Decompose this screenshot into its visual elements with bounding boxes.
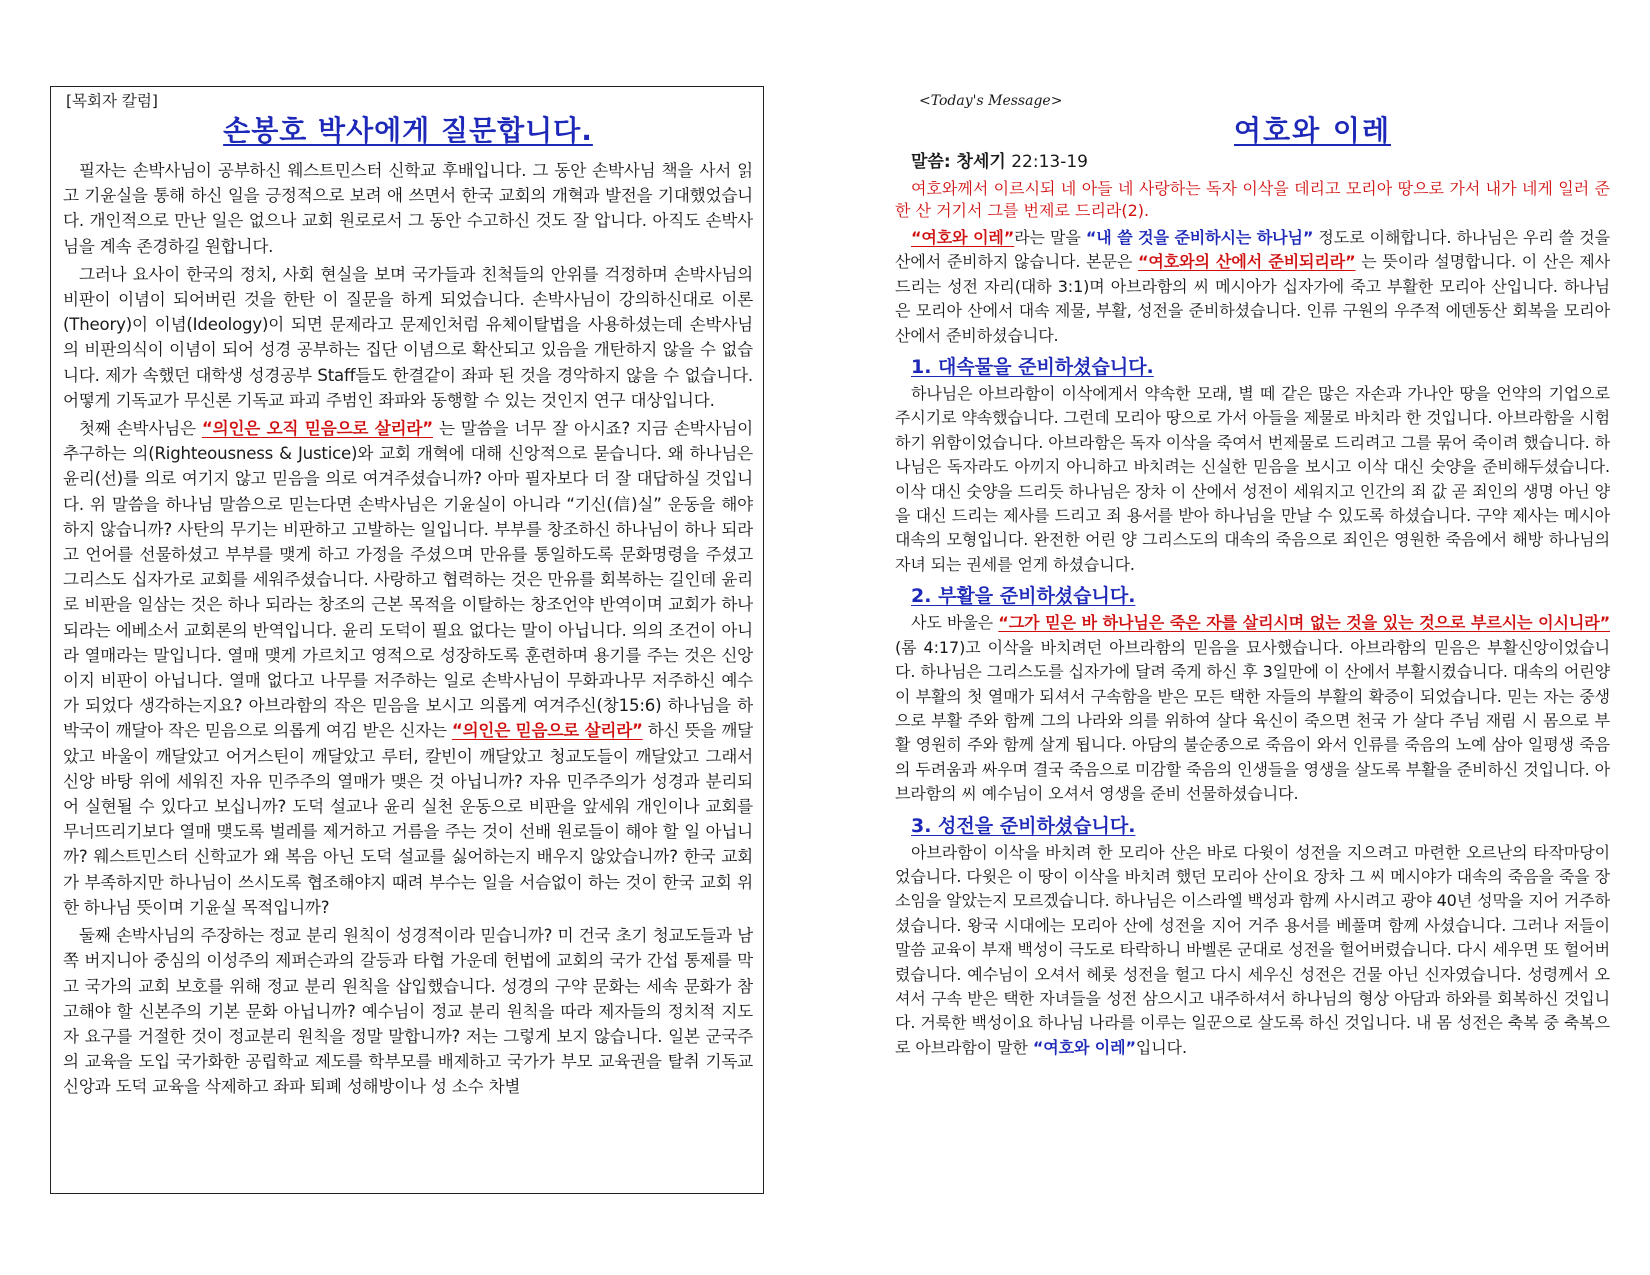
column-paragraph [63,416,753,920]
text-run: 첫째 손박사님은 [79,419,202,439]
text-run: 는 뜻이라 설명합니다. 이 산은 제사 드리는 성전 자리(대하 3:1)며 아브라함의 씨 메시아가 십자가에 죽고 부활한 모리아 산입니다. 하나님은 모리아 산에서 대속 제물, 부활, 성전을 준비하셨습니다. 인류 구원의 우주적 에덴동산 회복을 모리아 산에서 준비하셨습니다. [895,252,1611,345]
section-2-text [895,611,1610,806]
key-verse: 여호와께서 이르시되 네 아들 네 사랑하는 독자 이삭을 데리고 모리아 땅으로 가서 내가 네게 일러 준 한 산 거기서 그를 번제로 드리라(2). [895,179,1610,220]
scripture-reference: 22:13-19 [1011,152,1088,172]
emphasis-quote: “의인은 믿음으로 살리라” [451,721,643,741]
column-paragraph [63,923,753,1099]
section-heading-1 [911,354,1610,380]
column-body [63,158,753,1100]
emphasis-quote: “여호와의 산에서 준비되리라” [1137,252,1356,272]
sermon-body [895,226,1610,1060]
section-heading-2-text: 2. 부활을 준비하셨습니다. [911,585,1136,608]
section-heading-3 [911,813,1610,839]
text-run: 하신 뜻을 깨달았고 바울이 깨달았고 어거스틴이 깨달았고 루터, 칼빈이 깨달았고 청교도들이 깨달았고 그래서 신앙 바탕 위에 세워진 자유 민주주의 열매가 맺은 것 아닙니까? 자유 민주주의가 성경과 분리되어 실현될 수 있다고 보십니까? 도덕 설교나 윤리 실천 운동으로 비판을 앞세워 개인이나 교회를 무너뜨리기보다 열매 맺도록 벌레를 제거하고 거름을 주는 것이 선배 원로들이 해야 할 일 아닙니까? 웨스트민스터 신학교가 왜 복음 아닌 도덕 설교를 싫어하는지 배우지 않았습니까? 한국 교회가 부족하지만 하나님이 쓰시도록 협조해야지 때려 부수는 일을 서슴없이 하는 것이 한국 교회 위한 하나님 뜻이며 기윤실 목적입니까? [63,721,753,917]
section-heading-2 [911,583,1610,609]
emphasis-quote: “여호와 이레” [911,228,1015,247]
sermon-title: 여호와 이레 [1234,114,1391,147]
column-paragraph [63,262,753,413]
section-heading-1-text: 1. 대속물을 준비하셨습니다. [911,356,1154,379]
column-title: 손봉호 박사에게 질문합니다. [223,114,593,147]
column-tag: [목회자 칼럼] [66,92,158,110]
right-page [825,0,1650,1275]
todays-message-label: <Today's Message> [919,93,1063,109]
column-box [50,86,764,1194]
text-run: 는 말씀을 너무 잘 아시죠? 지금 손박사님이 추구하는 의(Righteousness & Justice)와 교회 개혁에 대해 신앙적으로 묻습니다. 왜 하나님은 윤리(선)를 의로 여기지 않고 믿음을 의로 여겨주셨습니까? 아마 필자보다 더 잘 대답하실 것입니다. 위 말씀을 하나님 말씀으로 믿는다면 손박사님은 기윤실이 아니라 “기신(信)실” 운동을 해야 하지 않습니까? 사탄의 무기는 비판하고 고발하는 일입니다. 부부를 창조하신 하나님이 하나 되라고 언어를 선물하셨고 부부를 맺게 하고 가정을 주셨으며 만유를 통일하도록 문화명령을 주셨고 그리스도 십자가로 교회를 세워주셨습니다. 사랑하고 협력하는 것은 만유를 회복하는 길인데 윤리로 비판을 일삼는 것은 하나 되라는 창조의 근본 목적을 이탈하는 창조언약 반역이며 교회가 하나 되라는 에베소서 교회론의 반역입니다. 윤리 도덕이 필요 없다는 말이 아닙니다. 의의 조건이 아니라 열매라는 말입니다. 열매 맺게 가르치고 영적으로 성장하도록 훈련하며 용기를 주는 것은 신앙이지 비판이 아닙니다. 열매 없다고 나무를 저주하는 일로 손박사님이 무화과나무 저주하신 예수가 되었다 생각하는지요? 아브라함의 작은 믿음을 보시고 의롭게 여겨주신(창15:6) 하나님을 하박국이 깨달아 작은 믿음으로 의롭게 여김 받은 신자는 [63,419,753,741]
scripture-line [911,150,1610,174]
text-run: 아브라함이 이삭을 바치려 한 모리아 산은 바로 다윗이 성전을 지으려고 마련한 오르난의 타작마당이었습니다. 다윗은 이 땅이 이삭을 바치려 했던 모리아 산이요 장차 그 씨 메시야가 대속의 죽음을 죽을 장소임을 알았는지 모르겠습니다. 하나님은 이스라엘 백성과 함께 사시려고 광야 40년 성막을 지어 거주하셨습니다. 왕국 시대에는 모리아 산에 성전을 지어 거주 용서를 베풀며 함께 사셨습니다. 그러나 저들이 말씀 교육이 부재 백성이 극도로 타락하니 바벨론 군대로 성전을 헐어버렸습니다. 다시 세우면 또 헐어버렸습니다. 예수님이 오셔서 헤롯 성전을 헐고 다시 세우신 성전은 건물 아닌 신자였습니다. 성령께서 오셔서 구속 받은 택한 자녀들을 성전 삼으시고 내주하셔서 하나님의 형상 아담과 하와를 회복하신 것입니다. 거룩한 백성이요 하나님 나라를 이루는 일꾼으로 살도록 하신 것입니다. 내 몸 성전은 축복 중 축복으로 아브라함이 말한 [895,842,1610,1057]
text-run: 입니다. [1135,1037,1187,1057]
sermon-intro [895,226,1610,348]
text-run: 라는 말을 [1014,228,1086,247]
section-1-text: 하나님은 아브라함이 이삭에게서 약속한 모래, 별 떼 같은 많은 자손과 가나안 땅을 언약의 기업으로 주시기로 약속했습니다. 그런데 모리아 땅으로 가서 아들을 제물로 바치라 한 것입니다. 아브라함을 시험하기 위함이었습니다. 아브라함은 독자 이삭을 죽여서 번제물로 드리려고 그를 묶어 죽이려 했습니다. 하나님은 독자라도 아끼지 아니하고 바치려는 신실한 믿음을 보시고 이삭 대신 숫양을 준비해두셨습니다. 이삭 대신 숫양을 드리듯 하나님은 장차 이 산에서 성전이 세워지고 인간의 죄 값 곧 죄인의 생명 아닌 양을 대신 드리는 제사를 드리고 죄 용서를 받아 하나님을 만날 수 있도록 하셨습니다. 구약 제사는 메시아 대속의 모형입니다. 완전한 어린 양 그리스도의 대속의 죽음으로 죄인은 영원한 죽음에서 해방 하나님의 자녀 되는 권세를 얻게 하셨습니다. [895,384,1610,574]
text-run: 필자는 손박사님이 공부하신 웨스트민스터 신학교 후배입니다. 그 동안 손박사님 책을 사서 읽고 기윤실을 통해 하신 일을 긍정적으로 보려 애 쓰면서 한국 교회의 개혁과 발전을 기대했었습니다. 개인적으로 만난 일은 없으나 교회 원로로서 그 동안 수고하신 것도 잘 압니다. 아직도 손박사님을 계속 존경하길 원합니다. [63,161,753,256]
text-run: (롬 4:17)고 이삭을 바치려던 아브라함의 믿음을 묘사했습니다. 아브라함의 믿음은 부활신앙이었습니다. 하나님은 그리스도를 십자가에 달려 죽게 하신 후 3일만에 이 산에서 부활시켰습니다. 대속의 어린양이 부활의 첫 열매가 되셔서 구속함을 받은 모든 택한 자들의 부활의 확증이 되었습니다. 믿는 자는 중생으로 부활 주와 함께 그의 나라와 의를 위하여 살다 육신이 죽으면 천국 가 살다 주님 재림 시 몸으로 부활 영원히 주와 함께 살게 됩니다. 아담의 불순종으로 죽음이 와서 인류를 죽음의 노예 삼아 일평생 죽음의 두려움과 싸우며 결국 죽음으로 미감할 죽음의 인생들을 영생을 살도록 부활을 준비하신 것입니다. 아브라함의 씨 예수님이 오셔서 영생을 준비 선물하셨습니다. [895,637,1610,804]
text-run: 정도로 이해합니다. 하나님은 우리 쓸 것을 산에서 준비하지 않습니다. 본문은 [895,228,1610,272]
column-paragraph [63,158,753,259]
emphasis-quote: “그가 믿은 바 하나님은 죽은 자를 살리시며 없는 것을 있는 것으로 부르시는 이시니라” [998,613,1610,633]
sermon [895,92,1610,1062]
section-heading-3-text: 3. 성전을 준비하셨습니다. [911,814,1136,837]
text-run: 둘째 손박사님의 주장하는 정교 분리 원칙이 성경적이라 믿습니까? 미 건국 초기 청교도들과 남쪽 버지니아 중심의 이성주의 제퍼슨과의 갈등과 타협 가운데 헌법에 교회의 국가 간섭 통제를 막고 국가의 교회 보호를 위해 정교 분리 원칙을 삽입했습니다. 성경의 구약 문화는 세속 문화가 참고해야 할 신본주의 기본 문화 아닙니까? 예수님이 정교 분리 원칙을 따라 제자들의 정치적 지도자 요구를 거절한 것이 정교분리 원칙을 정말 말합니까? 저는 그렇게 보지 않습니다. 일본 군국주의 교육을 도입 국가화한 공립학교 제도를 학부모를 배제하고 국가가 부모 교육권을 탈취 기독교 신앙과 도덕 교육을 삭제하고 좌파 퇴폐 성해방이나 성 소수 차별 [63,926,753,1097]
section-3-text [895,841,1610,1061]
emphasis-blue: “내 쓸 것을 준비하시는 하나님” [1085,228,1314,247]
scripture-label: 말씀: 창세기 [911,152,1006,172]
emphasis-quote: “의인은 오직 믿음으로 살리라” [201,419,433,439]
text-run: 사도 바울은 [911,613,999,633]
text-run: 그러나 요사이 한국의 정치, 사회 현실을 보며 국가들과 친척들의 안위를 걱정하며 손박사님의 비판이 이념이 되어버린 것을 한탄 이 질문을 하게 되었습니다. 손박사님이 강의하신대로 이론(Theory)이 이념(Ideology)이 되면 문제라고 문제인처럼 유체이탈법을 사용하셨는데 손박사님의 비판의식이 이념이 되어 성경 공부하는 집단 이념으로 확산되고 있음을 개탄하지 않을 수 없습니다. 제가 속했던 대학생 성경공부 Staff들도 한결같이 좌파 된 것을 경악하지 않을 수 없습니다. 어떻게 기독교가 무신론 기독교 파괴 주범인 좌파와 동행할 수 있는 것인지 연구 대상입니다. [63,264,753,410]
emphasis-blue: “여호와 이레” [1032,1037,1136,1057]
